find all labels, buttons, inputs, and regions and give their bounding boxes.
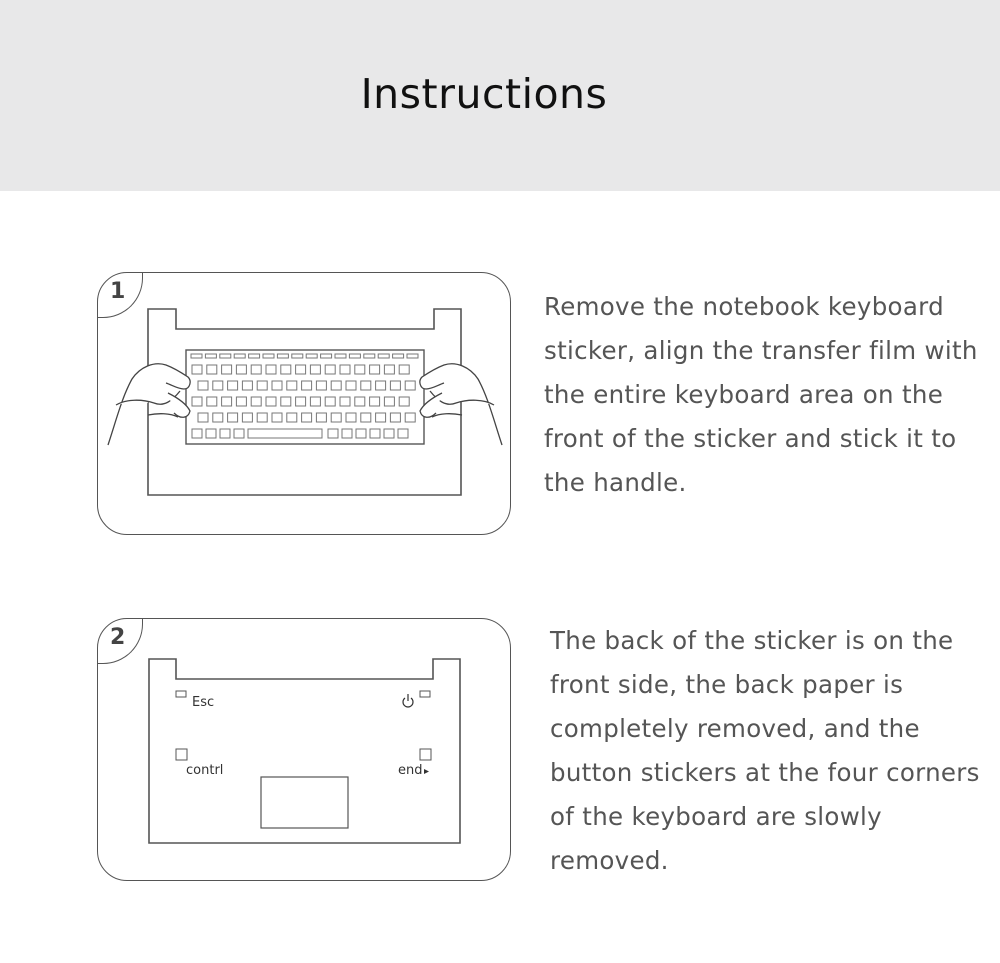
step-number: 1: [110, 279, 126, 304]
page-header: [0, 0, 1000, 191]
power-icon: [403, 694, 413, 707]
contrl-label: contrl: [186, 763, 224, 778]
laptop-base-outline: [149, 659, 460, 843]
arrow-right-icon: [424, 769, 429, 774]
esc-sticker: [176, 691, 186, 697]
step-2-text: The back of the sticker is on the front side, the back paper is completely removed, and the button stickers at the four corners of the keyboard are slowly removed.: [550, 626, 980, 875]
end-sticker: [420, 749, 431, 760]
contrl-sticker: [176, 749, 187, 760]
laptop-corner-stickers-illustration: [98, 619, 512, 882]
trackpad: [261, 777, 348, 828]
step-number: 2: [110, 625, 126, 650]
power-sticker: [420, 691, 430, 697]
esc-label: Esc: [192, 695, 215, 710]
end-label: end: [398, 763, 423, 778]
step-2-illustration-frame: [97, 618, 511, 881]
page-title: Instructions: [360, 70, 608, 118]
step-1-illustration-frame: [97, 272, 511, 535]
left-hand-icon: [108, 364, 190, 445]
keyboard-hands-illustration: [98, 273, 512, 536]
step-1-text: Remove the notebook keyboard sticker, align the transfer film with the entire keyboard area on the front of the sticker and stick it to the handle.: [544, 292, 978, 497]
